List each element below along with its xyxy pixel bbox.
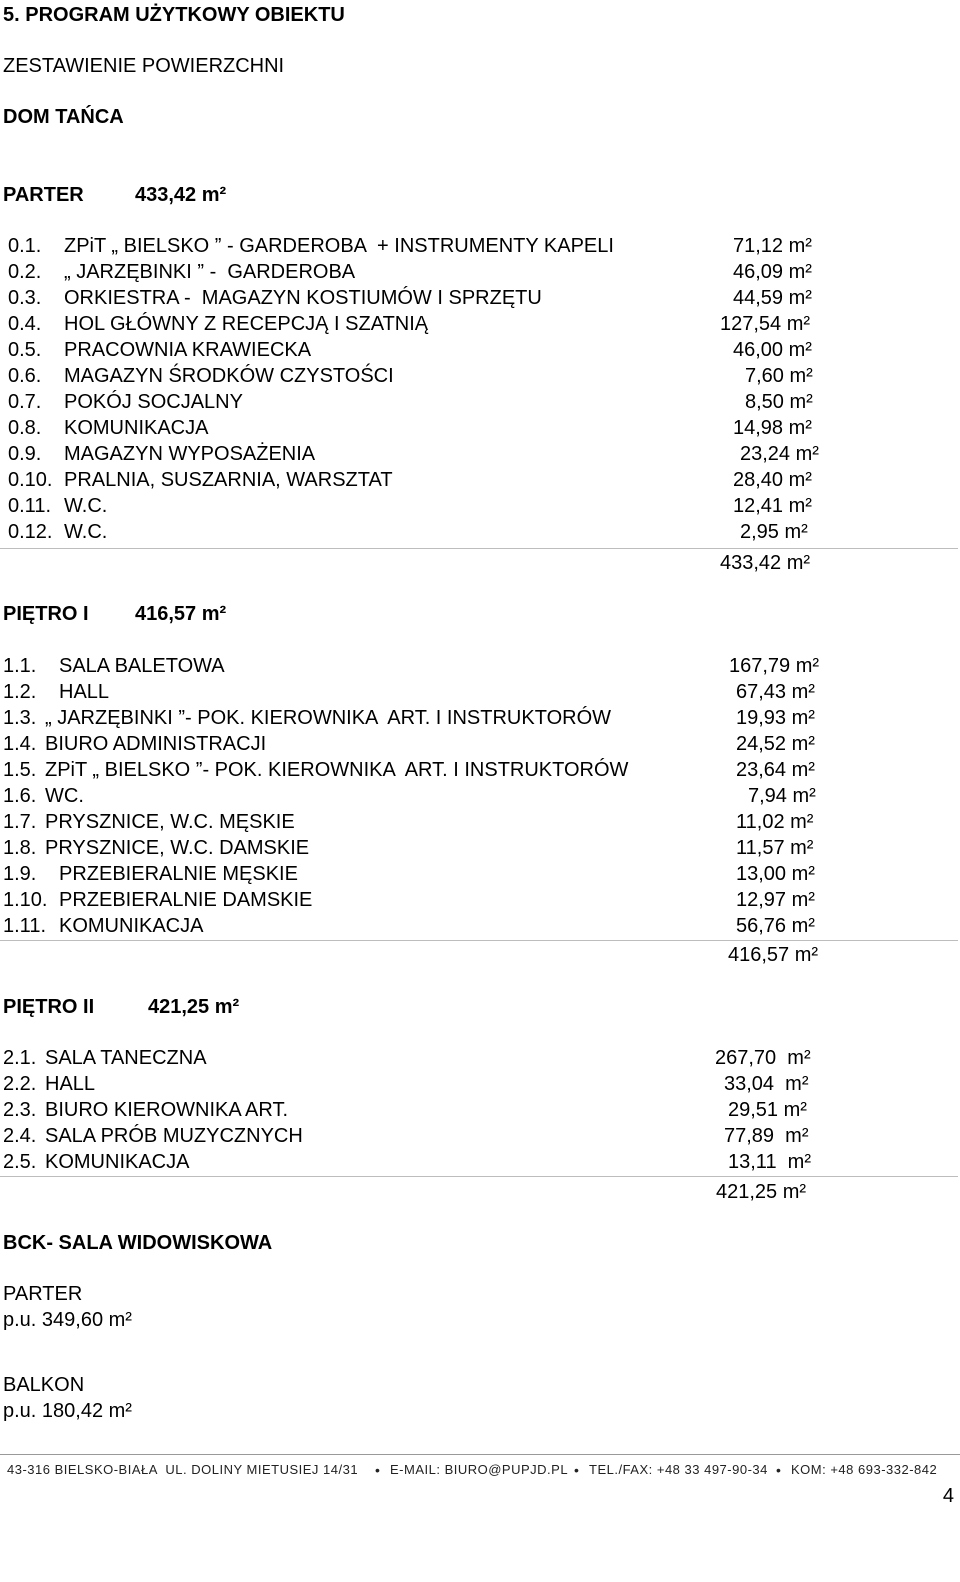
room-label: ZPiT „ BIELSKO ”- POK. KIEROWNIKA ART. I INSTRUKTORÓW [45,759,629,781]
bck-parter-label: PARTER [3,1283,83,1305]
floor-heading-pietro-2: PIĘTRO II [3,996,95,1018]
room-area: 67,43 m² [736,681,815,703]
bck-balkon-label: BALKON [3,1374,85,1396]
room-number: 0.10. [8,469,53,491]
room-label: MAGAZYN WYPOSAŻENIA [64,443,316,465]
floor-total-pietro-1: 416,57 m² [728,944,819,966]
room-area: 11,02 m² [736,811,814,833]
room-area: 29,51 m² [728,1099,807,1121]
room-number: 1.2. [3,681,37,703]
room-number: 0.6. [8,365,42,387]
room-label: BIURO KIEROWNIKA ART. [45,1099,289,1121]
room-area: 19,93 m² [736,707,815,729]
room-number: 0.9. [8,443,42,465]
room-area: 267,70 m² [715,1047,811,1069]
room-number: 0.4. [8,313,42,335]
room-area: 33,04 m² [724,1073,809,1095]
room-area: 167,79 m² [729,655,820,677]
total-divider [0,548,958,549]
footer-separator: • [574,1462,580,1478]
total-divider [0,940,958,941]
room-number: 1.6. [3,785,37,807]
room-number: 0.3. [8,287,42,309]
footer-separator: • [375,1462,381,1478]
room-number: 2.1. [3,1047,37,1069]
room-number: 0.12. [8,521,53,543]
room-number: 1.5. [3,759,37,781]
room-label: KOMUNIKACJA [59,915,204,937]
room-label: W.C. [64,521,108,543]
total-divider [0,1176,958,1177]
room-area: 46,09 m² [733,261,812,283]
room-number: 2.3. [3,1099,37,1121]
room-label: PRYSZNICE, W.C. DAMSKIE [45,837,310,859]
room-area: 23,24 m² [740,443,819,465]
room-label: W.C. [64,495,108,517]
room-area: 24,52 m² [736,733,815,755]
room-label: HALL [45,1073,96,1095]
room-number: 1.7. [3,811,37,833]
room-number: 0.2. [8,261,42,283]
room-area: 56,76 m² [736,915,815,937]
room-label: PRYSZNICE, W.C. MĘSKIE [45,811,295,833]
floor-heading-pietro-1: PIĘTRO I [3,603,89,625]
footer-contact [0,1462,960,1482]
room-number: 0.1. [8,235,42,257]
room-number: 0.7. [8,391,42,413]
room-number: 0.5. [8,339,42,361]
bck-heading: BCK- SALA WIDOWISKOWA [3,1232,273,1254]
room-label: WC. [45,785,84,807]
room-area: 28,40 m² [733,469,812,491]
room-label: „ JARZĘBINKI ” - GARDEROBA [64,261,356,283]
room-label: SALA BALETOWA [59,655,225,677]
bck-parter-area: p.u. 349,60 m² [3,1309,132,1331]
room-number: 1.1. [3,655,37,677]
room-area: 46,00 m² [733,339,812,361]
footer-email: E-MAIL: BIURO@PUPJD.PL [390,1462,569,1477]
room-area: 7,60 m² [745,365,813,387]
room-number: 1.3. [3,707,37,729]
room-label: PRACOWNIA KRAWIECKA [64,339,312,361]
room-label: ZPiT „ BIELSKO ” - GARDEROBA + INSTRUMENTY KAPELI [64,235,614,257]
room-label: POKÓJ SOCJALNY [64,391,243,413]
room-number: 2.5. [3,1151,37,1173]
room-label: „ JARZĘBINKI ”- POK. KIEROWNIKA ART. I INSTRUKTORÓW [45,707,611,729]
section-title: 5. PROGRAM UŻYTKOWY OBIEKTU [3,4,345,26]
floor-area-pietro-2: 421,25 m² [148,996,240,1018]
room-area: 13,11 m² [728,1151,811,1173]
room-label: HALL [59,681,110,703]
room-area: 127,54 m² [720,313,811,335]
room-number: 2.4. [3,1125,37,1147]
page-number: 4 [942,1485,954,1507]
room-number: 0.11. [8,495,51,517]
room-number: 1.4. [3,733,37,755]
room-number: 1.11. [3,915,46,937]
footer-divider [0,1454,960,1455]
building-name: DOM TAŃCA [3,106,124,128]
document-subtitle: ZESTAWIENIE POWIERZCHNI [3,55,285,77]
room-area: 23,64 m² [736,759,815,781]
room-label: PRZEBIERALNIE DAMSKIE [59,889,313,911]
room-area: 77,89 m² [724,1125,809,1147]
room-area: 12,97 m² [736,889,815,911]
room-label: PRALNIA, SUSZARNIA, WARSZTAT [64,469,393,491]
room-area: 2,95 m² [740,521,808,543]
room-label: PRZEBIERALNIE MĘSKIE [59,863,298,885]
room-label: KOMUNIKACJA [45,1151,190,1173]
room-area: 12,41 m² [733,495,812,517]
room-number: 0.8. [8,417,42,439]
floor-area-parter: 433,42 m² [135,184,227,206]
room-area: 11,57 m² [736,837,814,859]
room-label: SALA TANECZNA [45,1047,207,1069]
room-label: BIURO ADMINISTRACJI [45,733,267,755]
room-area: 7,94 m² [748,785,816,807]
footer-phone: TEL./FAX: +48 33 497-90-34 [589,1462,768,1477]
footer-mobile: KOM: +48 693-332-842 [791,1462,938,1477]
room-area: 14,98 m² [733,417,812,439]
room-number: 2.2. [3,1073,37,1095]
room-area: 44,59 m² [733,287,812,309]
floor-total-pietro-2: 421,25 m² [716,1181,807,1203]
bck-balkon-area: p.u. 180,42 m² [3,1400,132,1422]
room-number: 1.10. [3,889,48,911]
floor-heading-parter: PARTER [3,184,84,206]
room-label: KOMUNIKACJA [64,417,209,439]
room-number: 1.9. [3,863,37,885]
floor-area-pietro-1: 416,57 m² [135,603,227,625]
room-label: MAGAZYN ŚRODKÓW CZYSTOŚCI [64,365,394,387]
room-area: 13,00 m² [736,863,815,885]
room-number: 1.8. [3,837,37,859]
floor-total-parter: 433,42 m² [720,552,811,574]
room-label: SALA PRÓB MUZYCZNYCH [45,1125,303,1147]
room-area: 8,50 m² [745,391,813,413]
footer-address: 43-316 BIELSKO-BIAŁA UL. DOLINY MIETUSIEJ 14/31 [7,1462,359,1477]
footer-separator: • [776,1462,782,1478]
room-area: 71,12 m² [733,235,812,257]
room-label: HOL GŁÓWNY Z RECEPCJĄ I SZATNIĄ [64,313,429,335]
room-label: ORKIESTRA - MAGAZYN KOSTIUMÓW I SPRZĘTU [64,287,542,309]
